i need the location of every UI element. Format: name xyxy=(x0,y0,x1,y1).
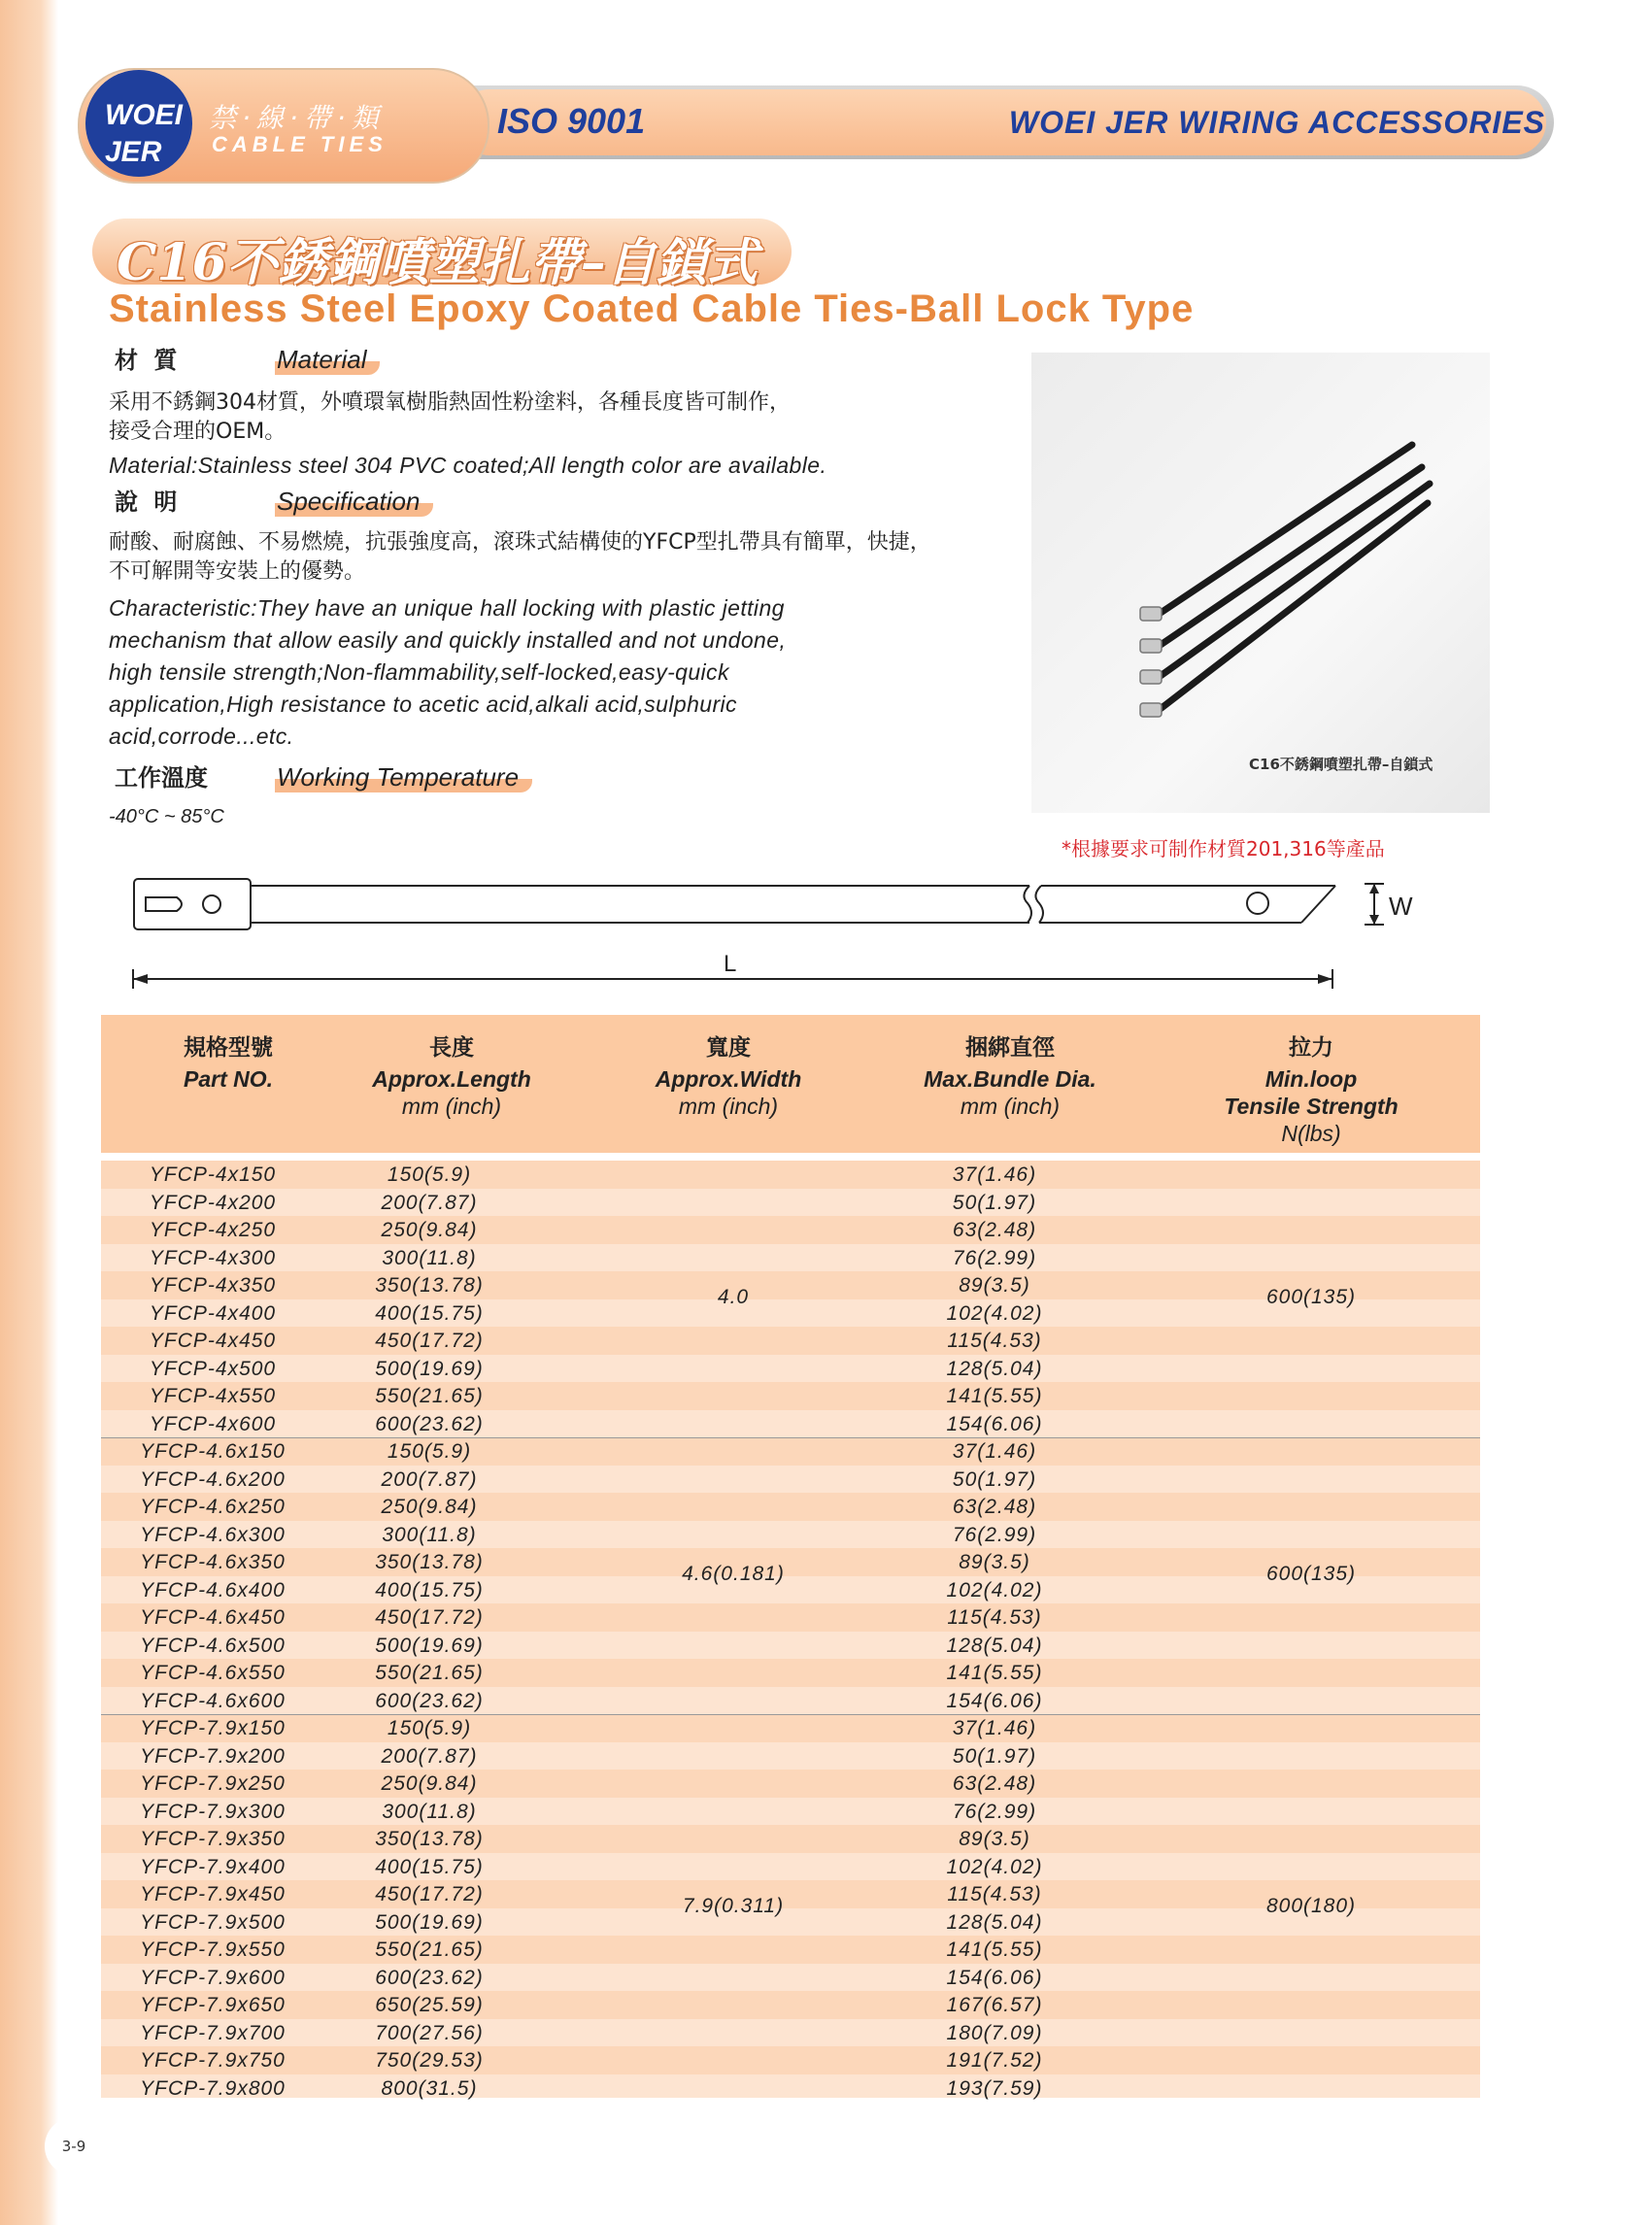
table-row xyxy=(101,2046,1480,2074)
part-number-cell: YFCP-4.6x500 xyxy=(140,1634,286,1657)
spec-en-line: Characteristic:They have an unique hall locking with plastic jetting xyxy=(109,595,785,621)
part-number-cell: YFCP-7.9x550 xyxy=(140,1938,286,1961)
length-cell: 400(15.75) xyxy=(375,1301,484,1325)
width-cell: 4.0 xyxy=(717,1285,750,1308)
table-row xyxy=(101,1521,1480,1549)
tensile-cell: 800(180) xyxy=(1265,1894,1357,1917)
part-number-cell: YFCP-4x300 xyxy=(149,1246,277,1269)
part-number-cell: YFCP-7.9x500 xyxy=(140,1910,286,1934)
header-width xyxy=(622,1029,835,1120)
bundle-dia-cell: 167(6.57) xyxy=(946,1994,1043,2016)
part-number-cell: YFCP-4x600 xyxy=(149,1412,277,1435)
part-number-cell: YFCP-7.9x650 xyxy=(140,1994,286,2016)
header-length-en: Approx.Length xyxy=(372,1066,531,1092)
specification-line-1: 耐酸、耐腐蝕、不易燃燒，抗張強度高，滾珠式結構使的YFCP型扎帶具有簡單，快捷， xyxy=(109,530,931,555)
temperature-label-cn: 工作溫度 xyxy=(115,764,208,792)
part-number-cell: YFCP-4x450 xyxy=(149,1330,277,1352)
part-number-cell: YFCP-4x550 xyxy=(149,1385,277,1407)
iso-label: ISO 9001 xyxy=(497,101,646,141)
table-row xyxy=(101,1825,1480,1853)
header-tensile-en-2: Tensile Strength xyxy=(1224,1094,1399,1119)
bundle-dia-cell: 180(7.09) xyxy=(946,2021,1043,2044)
material-line-1: 采用不銹鋼304材質，外噴環氧樹脂熱固性粉塗料，各種長度皆可制作， xyxy=(109,390,791,415)
header-bundle-en: Max.Bundle Dia. xyxy=(924,1066,1096,1092)
group-divider xyxy=(101,1437,1480,1438)
header-length-cn: 長度 xyxy=(429,1035,474,1061)
table-row xyxy=(101,1936,1480,1964)
width-cell: 7.9(0.311) xyxy=(682,1894,785,1917)
part-number-cell: YFCP-7.9x250 xyxy=(140,1772,286,1795)
length-cell: 250(9.84) xyxy=(381,1772,478,1795)
part-number-cell: YFCP-4x500 xyxy=(149,1357,277,1380)
table-row xyxy=(101,1632,1480,1660)
cable-tie-diagram xyxy=(117,864,1437,1000)
bundle-dia-cell: 63(2.48) xyxy=(952,1496,1037,1518)
tensile-cell: 600(135) xyxy=(1265,1562,1357,1585)
bundle-dia-cell: 193(7.59) xyxy=(946,2076,1043,2100)
specification-heading xyxy=(115,489,433,517)
part-number-cell: YFCP-7.9x800 xyxy=(140,2076,286,2100)
length-cell: 200(7.87) xyxy=(381,1191,478,1214)
material-label-cn: 材 質 xyxy=(115,347,182,374)
temperature-label-en: Working Temperature xyxy=(275,762,532,792)
length-cell: 750(29.53) xyxy=(375,2049,484,2072)
part-number-cell: YFCP-7.9x150 xyxy=(140,1717,286,1739)
length-cell: 550(21.65) xyxy=(375,1662,484,1684)
length-cell: 150(5.9) xyxy=(387,1163,472,1186)
part-number-cell: YFCP-4x150 xyxy=(149,1163,277,1186)
specification-label-en: Specification xyxy=(275,487,433,517)
header-tensile-cn: 拉力 xyxy=(1289,1035,1333,1061)
table-row xyxy=(101,2074,1480,2103)
table-row xyxy=(101,1437,1480,1466)
header-bundle xyxy=(893,1029,1127,1120)
spec-en-line: application,High resistance to acetic acid,alkali acid,sulphuric xyxy=(109,691,737,717)
part-number-cell: YFCP-4x350 xyxy=(149,1274,277,1297)
bundle-dia-cell: 37(1.46) xyxy=(952,1440,1037,1463)
bundle-dia-cell: 102(4.02) xyxy=(946,1578,1043,1601)
part-number-cell: YFCP-4.6x300 xyxy=(140,1523,286,1546)
table-row xyxy=(101,1410,1480,1438)
table-row xyxy=(101,1964,1480,1992)
table-row xyxy=(101,1327,1480,1355)
specification-label-cn: 說 明 xyxy=(115,489,182,516)
part-number-cell: YFCP-4.6x150 xyxy=(140,1440,286,1463)
length-cell: 450(17.72) xyxy=(375,1883,484,1905)
width-cell: 4.6(0.181) xyxy=(682,1562,785,1585)
bundle-dia-cell: 50(1.97) xyxy=(952,1467,1037,1491)
header-tensile-unit: N(lbs) xyxy=(1281,1121,1341,1146)
part-number-cell: YFCP-7.9x700 xyxy=(140,2021,286,2044)
header-tensile-en-1: Min.loop xyxy=(1264,1066,1358,1092)
bundle-dia-cell: 102(4.02) xyxy=(946,1301,1043,1325)
length-cell: 300(11.8) xyxy=(382,1246,477,1269)
logo-letters: WOEI JER xyxy=(105,99,183,168)
length-cell: 350(13.78) xyxy=(375,1551,484,1573)
length-cell: 600(23.62) xyxy=(375,1689,484,1712)
part-number-cell: YFCP-4.6x450 xyxy=(140,1606,286,1629)
bundle-dia-cell: 37(1.46) xyxy=(952,1717,1037,1739)
length-cell: 450(17.72) xyxy=(375,1330,484,1352)
length-cell: 300(11.8) xyxy=(382,1800,477,1823)
photo-caption: C16不銹鋼噴塑扎帶–自鎖式 xyxy=(1249,756,1433,773)
logo-cjk: 禁·線·帶·類 xyxy=(209,102,385,134)
table-row xyxy=(101,1189,1480,1217)
header-length xyxy=(345,1029,558,1120)
bundle-dia-cell: 63(2.48) xyxy=(952,1772,1037,1795)
length-cell: 350(13.78) xyxy=(375,1828,484,1850)
table-row xyxy=(101,1853,1480,1881)
bundle-dia-cell: 89(3.5) xyxy=(959,1551,1030,1573)
length-cell: 450(17.72) xyxy=(375,1606,484,1629)
table-row xyxy=(101,1687,1480,1715)
length-cell: 200(7.87) xyxy=(381,1744,478,1768)
material-label-en: Material xyxy=(275,345,380,375)
part-number-cell: YFCP-7.9x600 xyxy=(140,1966,286,1989)
header-width-en: Approx.Width xyxy=(655,1066,802,1092)
material-heading xyxy=(115,345,380,375)
part-number-cell: YFCP-7.9x450 xyxy=(140,1883,286,1905)
company-name: WOEI JER WIRING ACCESSORIES xyxy=(1008,105,1545,140)
part-number-cell: YFCP-4.6x600 xyxy=(140,1689,286,1712)
length-cell: 400(15.75) xyxy=(375,1578,484,1601)
table-row xyxy=(101,2019,1480,2047)
header-part-en: Part NO. xyxy=(183,1066,274,1092)
length-cell: 250(9.84) xyxy=(381,1219,478,1241)
bundle-dia-cell: 76(2.99) xyxy=(952,1523,1037,1546)
part-number-cell: YFCP-7.9x200 xyxy=(140,1744,286,1768)
bundle-dia-cell: 115(4.53) xyxy=(947,1330,1042,1352)
spec-en-line: mechanism that allow easily and quickly installed and not undone, xyxy=(109,627,787,653)
page-number: 3-9 xyxy=(45,2117,103,2175)
table-row xyxy=(101,1659,1480,1687)
table-row xyxy=(101,1991,1480,2019)
length-cell: 350(13.78) xyxy=(375,1274,484,1297)
header-part-cn: 規格型號 xyxy=(184,1035,273,1061)
width-label: W xyxy=(1389,892,1413,921)
left-decor-band xyxy=(0,0,58,2225)
page-title-cn: C16不銹鋼噴塑扎帶–自鎖式 xyxy=(117,233,758,292)
length-cell: 600(23.62) xyxy=(375,1966,484,1989)
group-divider xyxy=(101,1714,1480,1715)
bundle-dia-cell: 154(6.06) xyxy=(946,1689,1043,1712)
tensile-cell: 600(135) xyxy=(1265,1285,1357,1308)
cable-ties-illustration xyxy=(1031,353,1490,813)
table-row xyxy=(101,1603,1480,1632)
length-cell: 550(21.65) xyxy=(375,1385,484,1407)
length-label: L xyxy=(724,951,737,977)
bundle-dia-cell: 63(2.48) xyxy=(952,1219,1037,1241)
header-bundle-cn: 捆綁直徑 xyxy=(965,1035,1055,1061)
table-row xyxy=(101,1493,1480,1521)
bundle-dia-cell: 50(1.97) xyxy=(952,1191,1037,1214)
bundle-dia-cell: 37(1.46) xyxy=(952,1163,1037,1186)
length-cell: 150(5.9) xyxy=(387,1717,472,1739)
table-row xyxy=(101,1382,1480,1410)
bundle-dia-cell: 102(4.02) xyxy=(946,1855,1043,1878)
length-cell: 500(19.69) xyxy=(375,1634,484,1657)
length-cell: 250(9.84) xyxy=(381,1496,478,1518)
spec-en-line: acid,corrode...etc. xyxy=(109,724,294,749)
table-row xyxy=(101,1742,1480,1770)
header-length-unit: mm (inch) xyxy=(401,1094,502,1119)
length-cell: 300(11.8) xyxy=(382,1523,477,1546)
header-bundle-unit: mm (inch) xyxy=(960,1094,1061,1119)
header-part xyxy=(141,1029,316,1093)
bundle-dia-cell: 154(6.06) xyxy=(946,1966,1043,1989)
bundle-dia-cell: 115(4.53) xyxy=(947,1883,1042,1905)
part-number-cell: YFCP-4x250 xyxy=(149,1219,277,1241)
bundle-dia-cell: 141(5.55) xyxy=(946,1662,1043,1684)
table-row xyxy=(101,1798,1480,1826)
table-row xyxy=(101,1244,1480,1272)
length-cell: 700(27.56) xyxy=(375,2021,484,2044)
bundle-dia-cell: 76(2.99) xyxy=(952,1800,1037,1823)
length-cell: 400(15.75) xyxy=(375,1855,484,1878)
part-number-cell: YFCP-4.6x350 xyxy=(140,1551,286,1573)
bundle-dia-cell: 128(5.04) xyxy=(946,1634,1043,1657)
specification-text-cn xyxy=(109,528,1080,587)
part-number-cell: YFCP-7.9x300 xyxy=(140,1800,286,1823)
temperature-value: -40°C ~ 85°C xyxy=(109,806,224,827)
length-cell: 650(25.59) xyxy=(375,1994,484,2016)
spec-en-line: high tensile strength;Non-flammability,self-locked,easy-quick xyxy=(109,659,729,685)
bundle-dia-cell: 76(2.99) xyxy=(952,1246,1037,1269)
bundle-dia-cell: 128(5.04) xyxy=(946,1910,1043,1934)
bundle-dia-cell: 115(4.53) xyxy=(947,1606,1042,1629)
material-note: *根據要求可制作材質201,316等產品 xyxy=(1062,837,1385,860)
material-text-en: Material:Stainless steel 304 PVC coated;All length color are available. xyxy=(109,453,827,478)
length-cell: 500(19.69) xyxy=(375,1910,484,1934)
specification-text-en xyxy=(109,592,1002,753)
bundle-dia-cell: 191(7.52) xyxy=(946,2049,1043,2072)
material-text-cn xyxy=(109,388,1031,447)
material-line-2: 接受合理的OEM。 xyxy=(109,420,287,444)
length-cell: 150(5.9) xyxy=(387,1440,472,1463)
table-row xyxy=(101,1355,1480,1383)
bundle-dia-cell: 141(5.55) xyxy=(946,1385,1043,1407)
header-tensile xyxy=(1195,1029,1428,1147)
part-number-cell: YFCP-4.6x200 xyxy=(140,1467,286,1491)
specification-line-2: 不可解開等安裝上的優勢。 xyxy=(109,559,366,584)
bundle-dia-cell: 154(6.06) xyxy=(946,1412,1043,1435)
part-number-cell: YFCP-4.6x400 xyxy=(140,1578,286,1601)
header-width-cn: 寬度 xyxy=(706,1035,751,1061)
bundle-dia-cell: 89(3.5) xyxy=(959,1828,1030,1850)
table-row xyxy=(101,1714,1480,1742)
bundle-dia-cell: 50(1.97) xyxy=(952,1744,1037,1768)
table-row xyxy=(101,1216,1480,1244)
part-number-cell: YFCP-4.6x250 xyxy=(140,1496,286,1518)
bundle-dia-cell: 128(5.04) xyxy=(946,1357,1043,1380)
part-number-cell: YFCP-7.9x350 xyxy=(140,1828,286,1850)
length-cell: 800(31.5) xyxy=(381,2076,478,2100)
part-number-cell: YFCP-4x400 xyxy=(149,1301,277,1325)
table-row xyxy=(101,1466,1480,1494)
part-number-cell: YFCP-7.9x750 xyxy=(140,2049,286,2072)
part-number-cell: YFCP-7.9x400 xyxy=(140,1855,286,1878)
length-cell: 600(23.62) xyxy=(375,1412,484,1435)
temperature-heading xyxy=(115,762,532,792)
bundle-dia-cell: 89(3.5) xyxy=(959,1274,1030,1297)
part-number-cell: YFCP-4.6x550 xyxy=(140,1662,286,1684)
table-row xyxy=(101,1161,1480,1189)
product-photo xyxy=(1031,353,1490,813)
part-number-cell: YFCP-4x200 xyxy=(149,1191,277,1214)
bundle-dia-cell: 141(5.55) xyxy=(946,1938,1043,1961)
page-title-en: Stainless Steel Epoxy Coated Cable Ties-Ball Lock Type xyxy=(109,287,1195,330)
length-cell: 200(7.87) xyxy=(381,1467,478,1491)
logo-subtitle: CABLE TIES xyxy=(212,132,388,156)
length-cell: 550(21.65) xyxy=(375,1938,484,1961)
header-width-unit: mm (inch) xyxy=(678,1094,779,1119)
length-cell: 500(19.69) xyxy=(375,1357,484,1380)
table-row xyxy=(101,1770,1480,1798)
